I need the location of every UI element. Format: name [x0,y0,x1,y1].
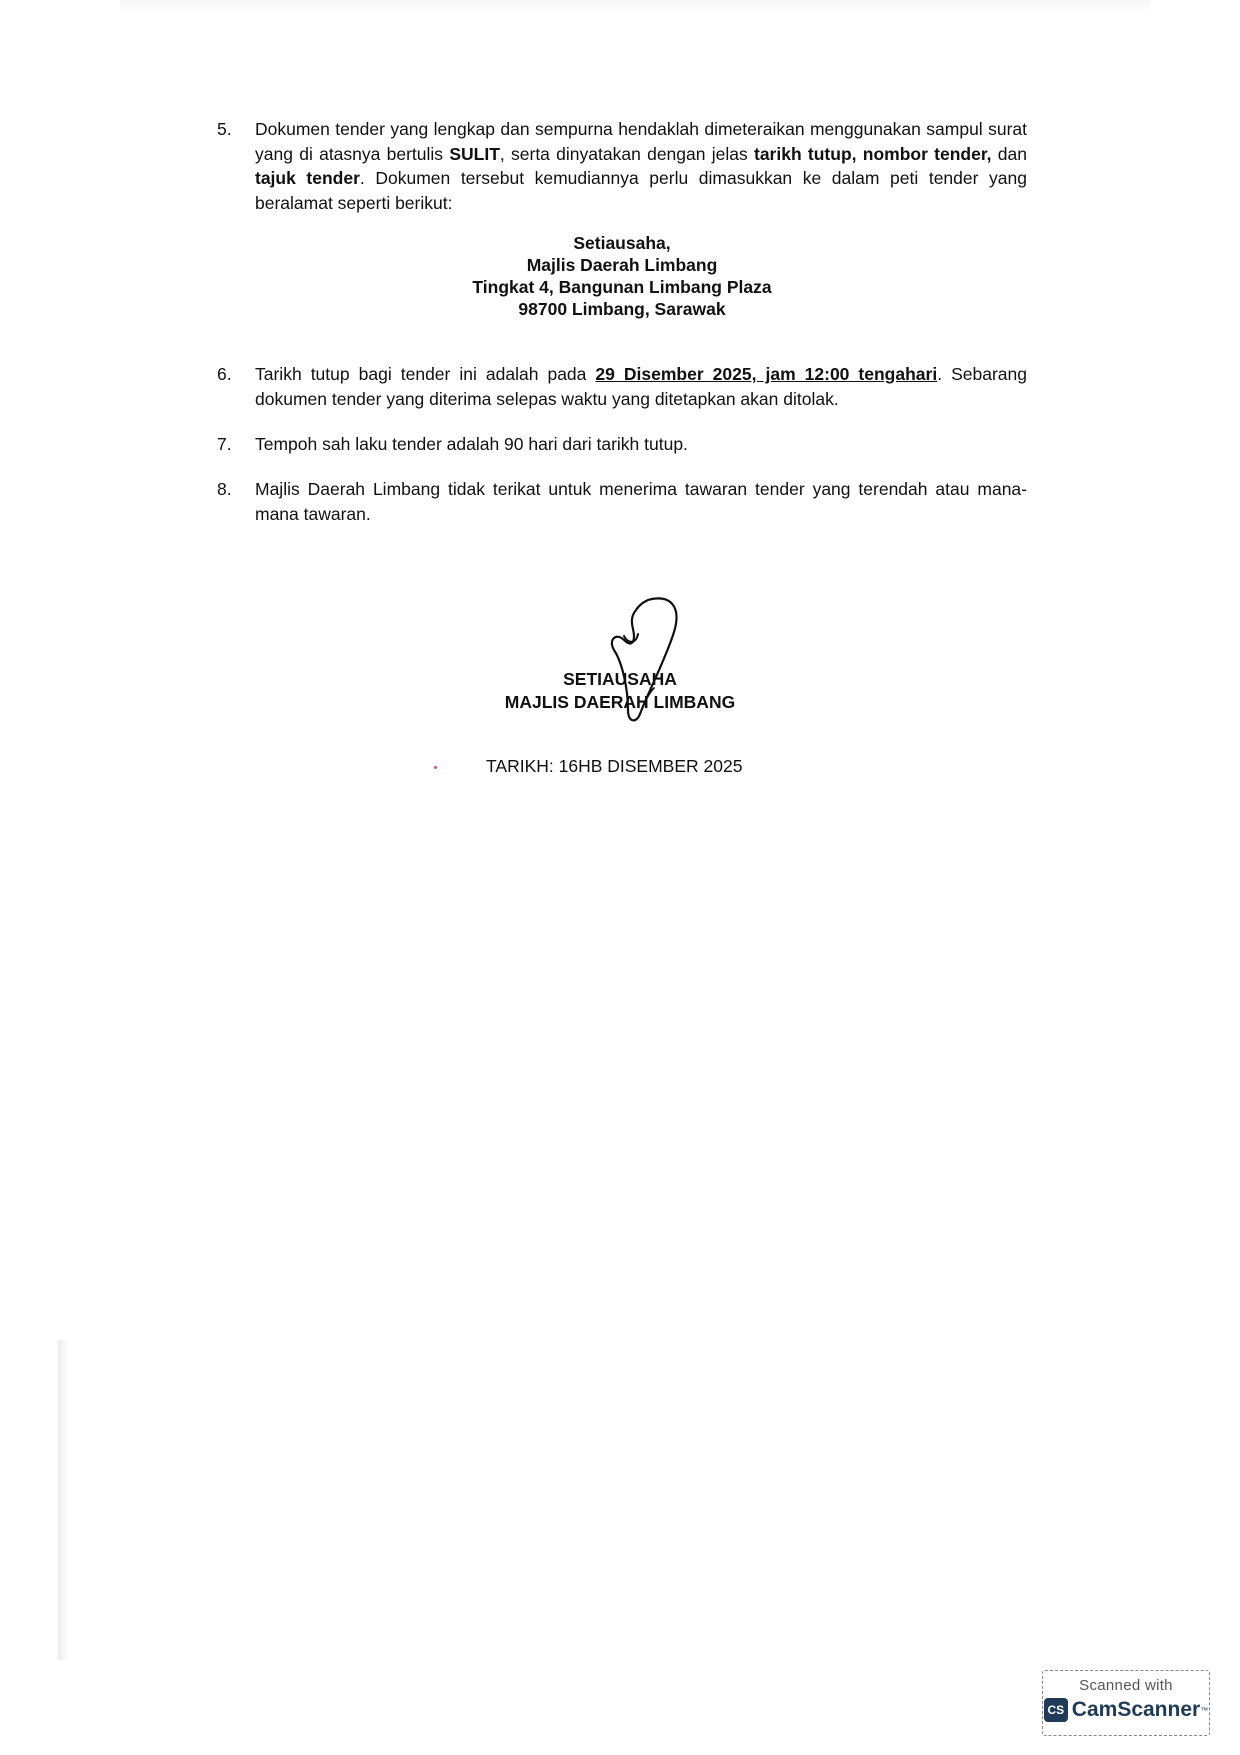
clause-text: Dokumen tender yang lengkap dan sempurna hendaklah dimeteraikan menggunakan sampul surat yang di atasnya bertulis SULIT, serta dinyatakan dengan jelas tarikh tutup, nombor tender, dan tajuk tender. Dokumen tersebut kemudiannya perlu dimasukkan ke dalam peti tender yang beralamat seperti berikut: [255,119,1027,213]
signatory-block [440,668,800,714]
clause-7 [217,432,1027,457]
clause-5 [217,117,1027,215]
trademark-symbol: ™ [1200,1705,1209,1715]
clause-text: Tarikh tutup bagi tender ini adalah pada 29 Disember 2025, jam 12:00 tengahari. Sebarang dokumen tender yang diterima selepas waktu yang ditetapkan akan ditolak. [255,364,1027,409]
clause-number: 6. [217,364,232,384]
tender-box-address [217,232,1027,320]
address-line-4: 98700 Limbang, Sarawak [518,299,726,319]
camscanner-logo-icon: CS [1044,1698,1068,1722]
camscanner-brand-row [1043,1698,1209,1722]
clause-text: Tempoh sah laku tender adalah 90 hari dari tarikh tutup. [255,434,688,454]
document-date: TARIKH: 16HB DISEMBER 2025 [486,756,743,776]
signatory-title: SETIAUSAHA [563,669,677,689]
clause-text: Majlis Daerah Limbang tidak terikat untuk menerima tawaran tender yang terendah atau mana-mana tawaran. [255,479,1027,524]
camscanner-brand-name: CamScanner [1071,1698,1201,1721]
ink-dot [434,766,437,769]
camscanner-watermark [1042,1670,1210,1736]
sulit-label: SULIT [449,143,500,164]
signatory-organisation: MAJLIS DAERAH LIMBANG [504,692,736,712]
closing-date: 29 Disember 2025, jam 12:00 tengahari [595,364,938,384]
clause-number: 5. [217,119,232,139]
clause-number: 8. [217,479,232,499]
address-line-1: Setiausaha, [573,233,671,253]
clause-6 [217,362,1027,411]
scan-shadow-top [120,0,1150,14]
tender-title-label: tajuk tender [255,168,360,188]
clause-8 [217,477,1027,526]
scanned-with-label: Scanned with [1079,1677,1173,1694]
address-line-2: Majlis Daerah Limbang [526,255,718,275]
required-details: tarikh tutup, nombor tender, [754,143,992,164]
clause-number: 7. [217,434,232,454]
address-line-3: Tingkat 4, Bangunan Limbang Plaza [472,277,772,297]
scan-shadow-left [58,1340,70,1660]
